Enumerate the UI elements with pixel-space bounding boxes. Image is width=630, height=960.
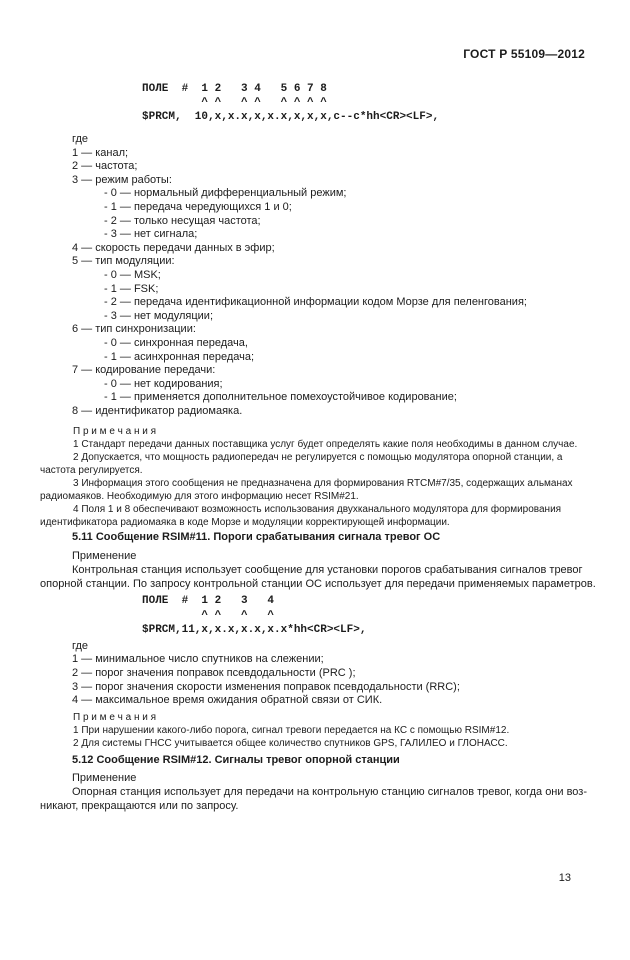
gost-standard-number: ГОСТ Р 55109—2012 (463, 47, 585, 61)
section-5-12-heading: 5.12 Сообщение RSIM#12. Сигналы тревог опорной станции (72, 753, 400, 766)
note-line: 2 Для системы ГНСС учитывается общее количество спутников GPS, ГАЛИЛЕО и ГЛОНАСС. (73, 737, 508, 749)
message-format-line: $PRCM, 10,x,x.x,x,x.x,x,x,x,c--c*hh<CR><LF>, (142, 111, 440, 124)
field-numbers-line: ПОЛЕ # 1 2 3 4 5 6 7 8 (142, 83, 327, 95)
field-definition-item: 5 — тип модуляции: (72, 255, 175, 268)
field-definition-item: - 1 — применяется дополнительное помехоустойчивое кодирование; (104, 391, 457, 404)
rsim11-notes-block (40, 711, 585, 750)
field-definition-item: 3 — режим работы: (72, 173, 172, 186)
paragraph-line: Опорная станция использует для передачи на контрольную станцию сигналов тревог, когда они воз- (72, 785, 588, 798)
field-definition-item: 1 — канал; (72, 146, 129, 159)
note-line: 2 Допускается, что мощность радиопередач не регулируется с помощью модулятора опорной станции, а (73, 452, 563, 464)
field-definition-item: 4 — максимальное время ожидания обратной связи от СИК. (72, 694, 383, 707)
note-line: частота регулируется. (40, 465, 143, 477)
field-definition-item: 1 — минимальное число спутников на слежении; (72, 653, 324, 666)
field-definition-item: - 3 — нет модуляции; (104, 309, 214, 322)
field-definition-item: - 1 — передача чередующихся 1 и 0; (104, 200, 292, 213)
application-label: Применение (72, 550, 137, 563)
field-definition-item: 2 — частота; (72, 160, 138, 173)
field-definition-item: 2 — порог значения поправок псевдодальности (PRC ); (72, 667, 356, 680)
field-definition-item: - 0 — нет кодирования; (104, 377, 223, 390)
rsim11-field-definitions (40, 640, 585, 708)
field-definition-item: - 2 — передача идентификационной информации кодом Морзе для пеленгования; (104, 296, 527, 309)
field-definition-item: - 0 — MSK; (104, 268, 161, 281)
rsim11-format-diagram (142, 594, 585, 637)
field-markers-line: ^ ^ ^ ^ (142, 609, 275, 622)
where-label: где (72, 639, 89, 652)
rsim10-format-diagram (142, 82, 585, 125)
field-definition-item: 7 — кодирование передачи: (72, 364, 216, 377)
field-markers-line: ^ ^ ^ ^ ^ ^ ^ ^ (142, 97, 327, 110)
field-definition-item: 8 — идентификатор радиомаяка. (72, 404, 243, 417)
field-definition-item: 4 — скорость передачи данных в эфир; (72, 241, 275, 254)
paragraph-line: Контрольная станция использует сообщение для установки порогов срабатывания сигналов тревог (72, 564, 583, 577)
notes-title: П р и м е ч а н и я (73, 426, 157, 438)
field-definition-item: - 3 — нет сигнала; (104, 228, 198, 241)
note-line: 3 Информация этого сообщения не предназначена для формирования RTCM#7/35, содержащих альманах (73, 478, 573, 490)
field-numbers-line: ПОЛЕ # 1 2 3 4 (142, 595, 275, 608)
note-line: радиомаяков. Необходимую для этого информацию несет RSIM#21. (40, 491, 359, 503)
document-page (0, 47, 630, 813)
rsim10-field-definitions (40, 133, 585, 418)
field-definition-item: - 0 — синхронная передача, (104, 336, 248, 349)
notes-title: П р и м е ч а н и я (73, 711, 157, 723)
section-5-12-paragraph (40, 785, 588, 813)
where-label: где (72, 133, 89, 145)
note-line: идентификатора радиомаяка в коде Морзе и модуляции корректирующей информации. (40, 517, 450, 529)
field-definition-item: - 0 — нормальный дифференциальный режим; (104, 187, 347, 200)
paragraph-line: опорной станции. По запросу контрольной станции ОС использует для передачи применяемых параметров. (40, 578, 596, 591)
field-definition-item: - 2 — только несущая частота; (104, 214, 261, 227)
note-line: 1 Стандарт передачи данных поставщика услуг будет определять какие поля необходимы в данном случае. (73, 439, 578, 451)
message-format-line: $PRCM,11,x,x.x,x.x,x.x*hh<CR><LF>, (142, 623, 367, 636)
field-definition-item: 3 — порог значения скорости изменения поправок псевдодальности (RRC); (72, 680, 460, 693)
page-number: 13 (558, 872, 571, 884)
note-line: 1 При нарушении какого-либо порога, сигнал тревоги передается на КС с помощью RSIM#12. (73, 724, 510, 736)
section-5-11-heading: 5.11 Сообщение RSIM#11. Пороги срабатывания сигнала тревог ОС (72, 531, 441, 544)
field-definition-item: 6 — тип синхронизации: (72, 323, 196, 336)
field-definition-item: - 1 — асинхронная передача; (104, 350, 255, 363)
paragraph-line: никают, прекращаются или по запросу. (40, 799, 239, 812)
section-5-11-paragraph (40, 563, 596, 591)
application-label: Применение (72, 771, 137, 784)
rsim10-notes-block (40, 425, 585, 529)
note-line: 4 Поля 1 и 8 обеспечивают возможность использования двухканального модулятора для формирования (73, 504, 562, 516)
field-definition-item: - 1 — FSK; (104, 282, 159, 295)
